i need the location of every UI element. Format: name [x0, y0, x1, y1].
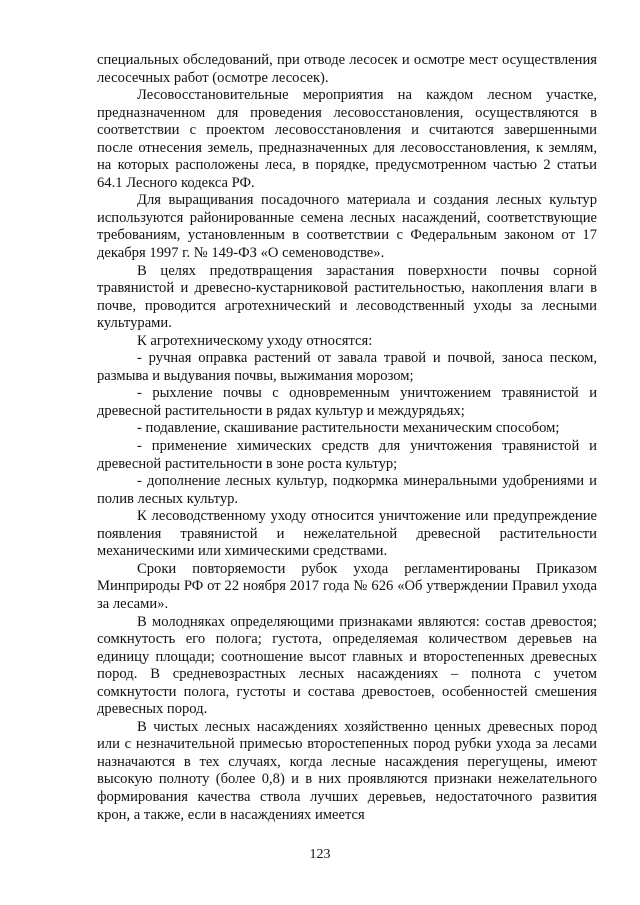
- list-item: - ручная оправка растений от завала травой и почвой, заноса песком, размыва и выдувания почвы, выжимания морозом;: [97, 350, 597, 384]
- page-number: 123: [309, 847, 331, 862]
- list-item: - рыхление почвы с одновременным уничтожением травянистой и древесной растительности в рядах культур и междурядьях;: [97, 385, 597, 419]
- paragraph-8: В молодняках определяющими признаками являются: состав древостоя; сомкнутость его полога; густота, определяемая количеством деревьев на единицу площади; соотношение высот главных и второстепенных древесных пород. В средневозрастных лесных насаждениях – полнота с учетом сомкнутости полога, густоты и состава древостоев, особенностей смешения древесных пород.: [97, 613, 597, 718]
- paragraph-3: Для выращивания посадочного материала и создания лесных культур используются районированные семена лесных насаждений, соответствующие требованиям, установленным в соответствии с Федеральным законом от 17 декабря 1997 г. № 149-ФЗ «О семеноводстве».: [97, 192, 597, 262]
- paragraph-4: В целях предотвращения зарастания поверхности почвы сорной травянистой и древесно-кустарниковой растительностью, накопления влаги в почве, проводится агротехнический и лесоводственный уходы за лесными культурами.: [97, 262, 597, 332]
- paragraph-1: специальных обследований, при отводе лесосек и осмотре мест осуществления лесосечных работ (осмотре лесосек).: [97, 52, 597, 86]
- list-item: - подавление, скашивание растительности механическим способом;: [137, 420, 560, 437]
- paragraph-5: К агротехническому уходу относятся:: [137, 332, 373, 349]
- paragraph-9: В чистых лесных насаждениях хозяйственно ценных древесных пород или с незначительной примесью второстепенных пород рубки ухода за лесами назначаются в тех случаях, когда лесные насаждения перегущены, имеют высокую полноту (более 0,8) и в них проявляются признаки нежелательного формирования качества ствола лучших деревьев, недостаточного развития крон, а также, если в насаждениях имеется: [97, 718, 597, 823]
- list-item: - дополнение лесных культур, подкормка минеральными удобрениями и полив лесных культур.: [97, 473, 597, 507]
- paragraph-6: К лесоводственному уходу относится уничтожение или предупреждение появления травянистой и нежелательной древесной растительности механическими или химическими средствами.: [97, 508, 597, 560]
- paragraph-7: Сроки повторяемости рубок ухода регламентированы Приказом Минприроды РФ от 22 ноября 2017 года № 626 «Об утверждении Правил ухода за лесами».: [97, 560, 597, 612]
- paragraph-2: Лесовосстановительные мероприятия на каждом лесном участке, предназначенном для проведения лесовосстановления, осуществляются в соответствии с проектом лесовосстановления и считаются завершенными после отнесения земель, предназначенных для лесовосстановления, к землям, на которых расположены леса, в порядке, предусмотренном частью 2 статьи 64.1 Лесного кодекса РФ.: [97, 87, 597, 191]
- page-body: [97, 52, 597, 824]
- list-item: - применение химических средств для уничтожения травянистой и древесной растительности в зоне роста культур;: [97, 438, 597, 472]
